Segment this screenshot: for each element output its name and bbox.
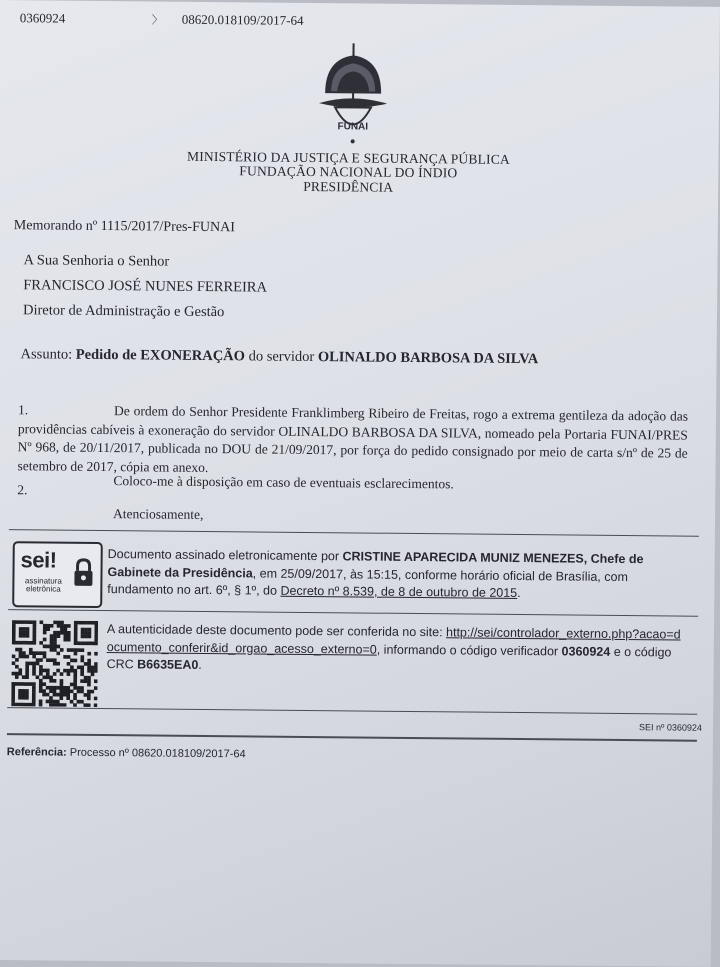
addressee-role: Diretor de Administração e Gestão [22, 302, 225, 321]
subject-mid: do servidor [248, 348, 315, 366]
signature-text-c: . [517, 585, 521, 601]
header-presidency: PRESIDÊNCIA [303, 178, 394, 195]
doc-number: 0360924 [19, 10, 66, 26]
paragraph-2-number: 2. [17, 482, 28, 498]
sei-number: SEI nº 0360924 [639, 722, 702, 733]
sei-seal-sub1: assinatura [24, 576, 62, 586]
verification-code: 0360924 [561, 643, 611, 659]
reference-label: Referência: [6, 746, 67, 759]
authenticity-text-d: . [198, 657, 202, 672]
subject-bold-1: Pedido de EXONERAÇÃO [75, 346, 246, 365]
sei-seal-subtitle [18, 577, 68, 593]
header-ministry: MINISTÉRIO DA JUSTIÇA E SEGURANÇA PÚBLICA [186, 148, 510, 167]
reference [7, 746, 246, 760]
signature-text-b: , em 25/09/2017, às 15:15, conforme horário oficial de Brasília, com fundamento no art. 6º, § 1º, do [107, 565, 628, 598]
divider-bottom [7, 707, 697, 715]
divider-top [9, 529, 699, 537]
process-number: 08620.018109/2017-64 [181, 11, 304, 28]
paragraph-1: De ordem do Senhor Presidente Franklimberg Ribeiro de Freitas, rogo a extrema gentileza da adoção das providências cabíveis à exoneração do servidor OLINALDO BARBOSA DA SILVA, nomeado pela Portaria FUNAI/PRES Nº 968, de 20/11/2017, publicada no DOU de 21/09/2017, por força do pedido consignado por meio de carta s/nº de 25 de setembro de 2017, cópia em anexo. [17, 403, 689, 475]
subject-line [21, 346, 539, 368]
divider-footer [7, 733, 697, 742]
lock-icon [72, 558, 94, 593]
signer-name: CRISTINE APARECIDA MUNIZ MENEZES, Chefe de Gabinete da Presidência [107, 549, 644, 580]
memo-number: Memorando nº 1115/2017/Pres-FUNAI [13, 218, 235, 236]
funai-logo [315, 41, 392, 151]
logo-text: FUNAI [337, 121, 369, 133]
authenticity-text-c: e o código CRC [106, 644, 672, 672]
addressee-name: FRANCISCO JOSÉ NUNES FERREIRA [23, 277, 268, 296]
closing: Atenciosamente, [113, 506, 204, 522]
divider-middle [8, 609, 698, 617]
authenticity-text-a: A autenticidade deste documento pode ser conferida no site: [106, 622, 447, 640]
paragraph-2: Coloco-me à disposição em caso de eventuais esclarecimentos. [113, 473, 454, 492]
signature-text [107, 546, 677, 604]
sei-seal-word: sei! [20, 547, 57, 573]
verification-url-link[interactable]: http://sei/controlador_externo.php?acao=documento_conferir&id_orgao_acesso_externo=0 [106, 625, 681, 657]
sei-seal-sub2: eletrônica [25, 584, 61, 594]
separator-mark: 〉 [151, 14, 163, 27]
reference-value: Processo nº 08620.018109/2017-64 [69, 746, 246, 761]
addressee-salutation: A Sua Senhoria o Senhor [23, 252, 170, 270]
subject-bold-2: OLINALDO BARBOSA DA SILVA [317, 349, 539, 368]
crc-code: B6635EA0 [137, 657, 199, 672]
qr-code [11, 620, 98, 712]
header-foundation: FUNDAÇÃO NACIONAL DO ÍNDIO [239, 163, 458, 181]
signature-text-a: Documento assinado eletronicamente por [107, 547, 343, 564]
paragraph-1-number: 1. [17, 402, 29, 418]
sei-seal [12, 541, 103, 608]
decree-link[interactable]: Decreto nº 8.539, de 8 de outubro de 2015 [280, 583, 518, 600]
subject-label: Assunto: [20, 346, 73, 363]
authenticity-text-b: , informando o código verificador [376, 642, 562, 658]
authenticity-text [107, 621, 687, 679]
